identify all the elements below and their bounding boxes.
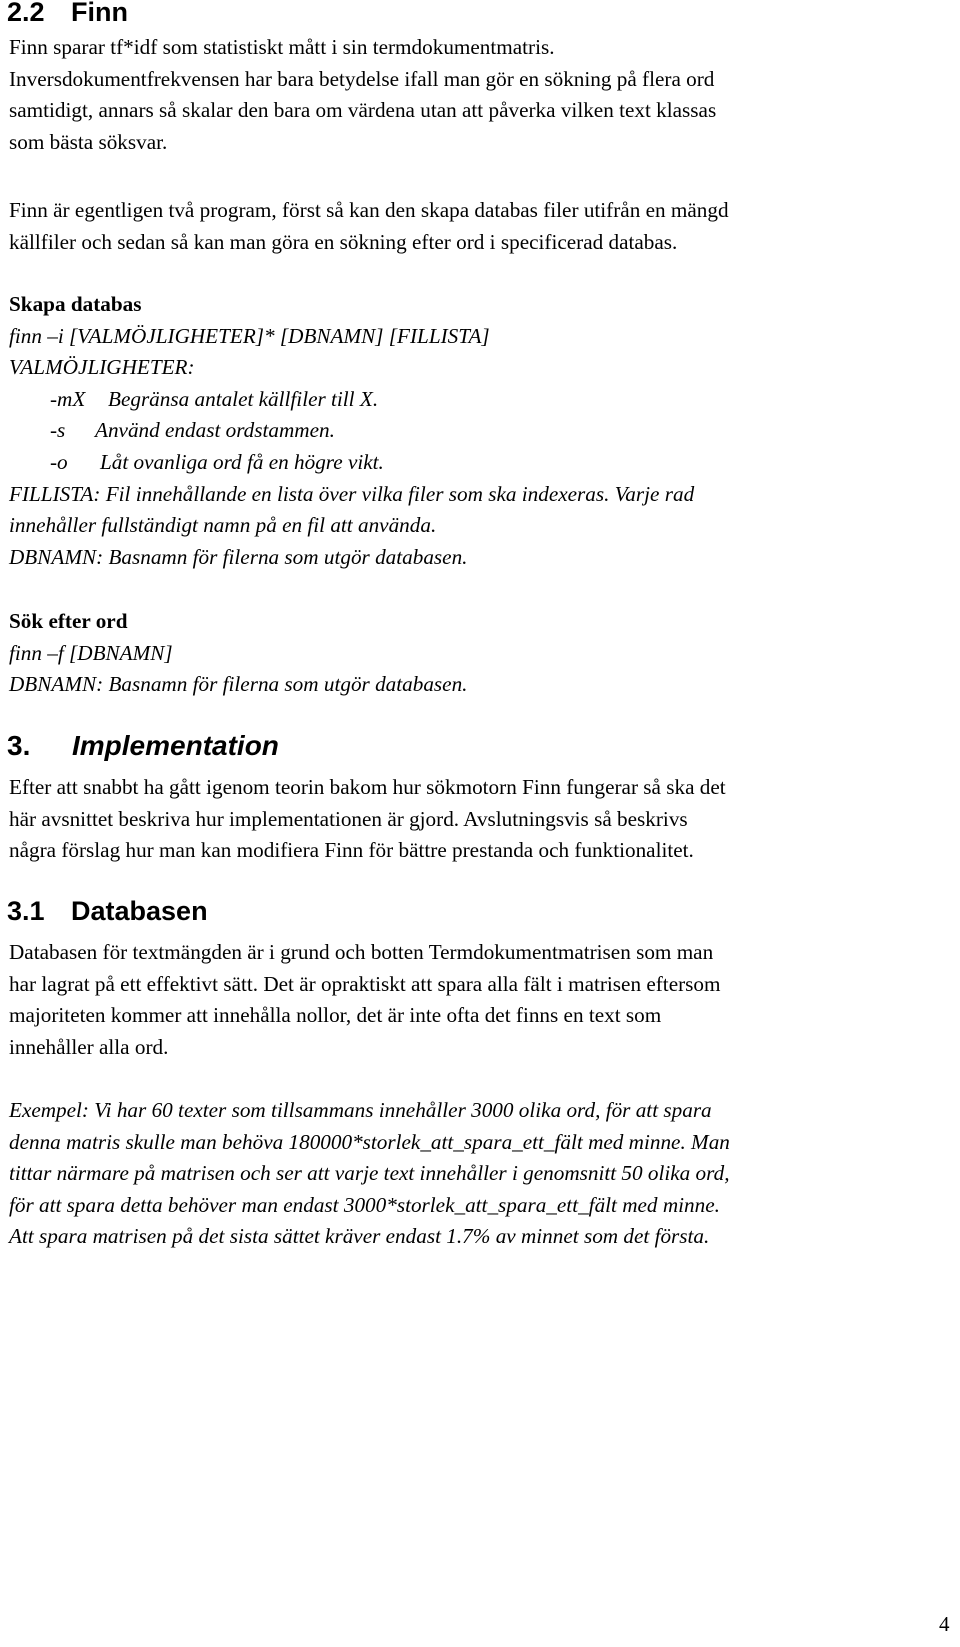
section-2-2-heading [7, 0, 128, 27]
option-text: Använd endast ordstammen. [95, 418, 335, 443]
create-database-syntax: finn –i [VALMÖJLIGHETER]* [DBNAMN] [FILLISTA] [9, 323, 490, 348]
finn-intro-paragraph [9, 32, 954, 158]
text-line: denna matris skulle man behöva 180000*storlek_att_spara_ett_fält med minne. Man [9, 1129, 730, 1154]
option-flag: -o [50, 449, 68, 474]
create-database-heading: Skapa databas [9, 292, 142, 316]
text-line: Efter att snabbt ha gått igenom teorin bakom hur sökmotorn Finn fungerar så ska det [9, 775, 726, 799]
option-flag: -mX [50, 386, 86, 411]
section-title: Implementation [72, 730, 279, 761]
text-line: för att spara detta behöver man endast 3000*storlek_att_spara_ett_fält med minne. [9, 1192, 720, 1217]
filelist-description: innehåller fullständigt namn på en fil att använda. [9, 513, 437, 538]
create-database-block [9, 289, 954, 573]
filelist-description: FILLISTA: Fil innehållande en lista över vilka filer som ska indexeras. Varje rad [9, 481, 695, 506]
text-line: som bästa söksvar. [9, 129, 168, 154]
text-line: Att spara matrisen på det sista sättet kräver endast 1.7% av minnet som det första. [9, 1224, 710, 1249]
option-text: Låt ovanliga ord få en högre vikt. [100, 449, 384, 474]
text-line: innehåller alla ord. [9, 1034, 169, 1059]
finn-programs-paragraph [9, 195, 954, 258]
section-title: Databasen [71, 896, 208, 926]
search-words-block [9, 606, 954, 701]
database-paragraph [9, 937, 954, 1063]
text-line: majoriteten kommer att innehålla nollor, det är inte ofta det finns en text som [9, 1003, 662, 1028]
text-line: Finn sparar tf*idf som statistiskt mått i sin termdokumentmatris. [9, 35, 555, 59]
text-line: Finn är egentligen två program, först så kan den skapa databas filer utifrån en mängd [9, 198, 729, 222]
option-flag: -s [50, 418, 66, 443]
search-words-heading: Sök efter ord [9, 609, 128, 633]
page-number: 4 [939, 1612, 950, 1636]
text-line: har lagrat på ett effektivt sätt. Det är opraktiskt att spara alla fält i matrisen eftersom [9, 971, 721, 996]
option-item [9, 415, 954, 447]
search-words-syntax: finn –f [DBNAMN] [9, 640, 173, 665]
text-line: några förslag hur man kan modifiera Finn för bättre prestanda och funktionalitet. [9, 838, 694, 863]
section-3-1-heading [7, 896, 208, 926]
dbname-description: DBNAMN: Basnamn för filerna som utgör databasen. [9, 672, 468, 697]
implementation-paragraph [9, 772, 954, 867]
section-title: Finn [71, 0, 128, 27]
section-number: 3. [7, 730, 31, 761]
text-line: Databasen för textmängden är i grund och botten Termdokumentmatrisen som man [9, 940, 714, 964]
section-3-heading [7, 730, 279, 762]
text-line: Inversdokumentfrekvensen har bara betydelse ifall man gör en sökning på flera ord [9, 66, 715, 91]
option-item [9, 384, 954, 416]
text-line: samtidigt, annars så skalar den bara om värdena utan att påverka vilken text klassas [9, 98, 717, 123]
section-number: 2.2 [7, 0, 45, 27]
text-line: källfiler och sedan så kan man göra en sökning efter ord i specificerad databas. [9, 229, 678, 254]
text-line: här avsnittet beskriva hur implementationen är gjord. Avslutningsvis så beskrivs [9, 806, 688, 831]
example-paragraph [9, 1095, 954, 1253]
option-item [9, 447, 954, 479]
option-text: Begränsa antalet källfiler till X. [108, 386, 379, 411]
dbname-description: DBNAMN: Basnamn för filerna som utgör databasen. [9, 544, 468, 569]
text-line: Exempel: Vi har 60 texter som tillsammans innehåller 3000 olika ord, för att spara [9, 1098, 712, 1122]
section-number: 3.1 [7, 896, 45, 926]
text-line: tittar närmare på matrisen och ser att varje text innehåller i genomsnitt 50 olika ord, [9, 1161, 730, 1186]
options-label: VALMÖJLIGHETER: [9, 355, 195, 380]
